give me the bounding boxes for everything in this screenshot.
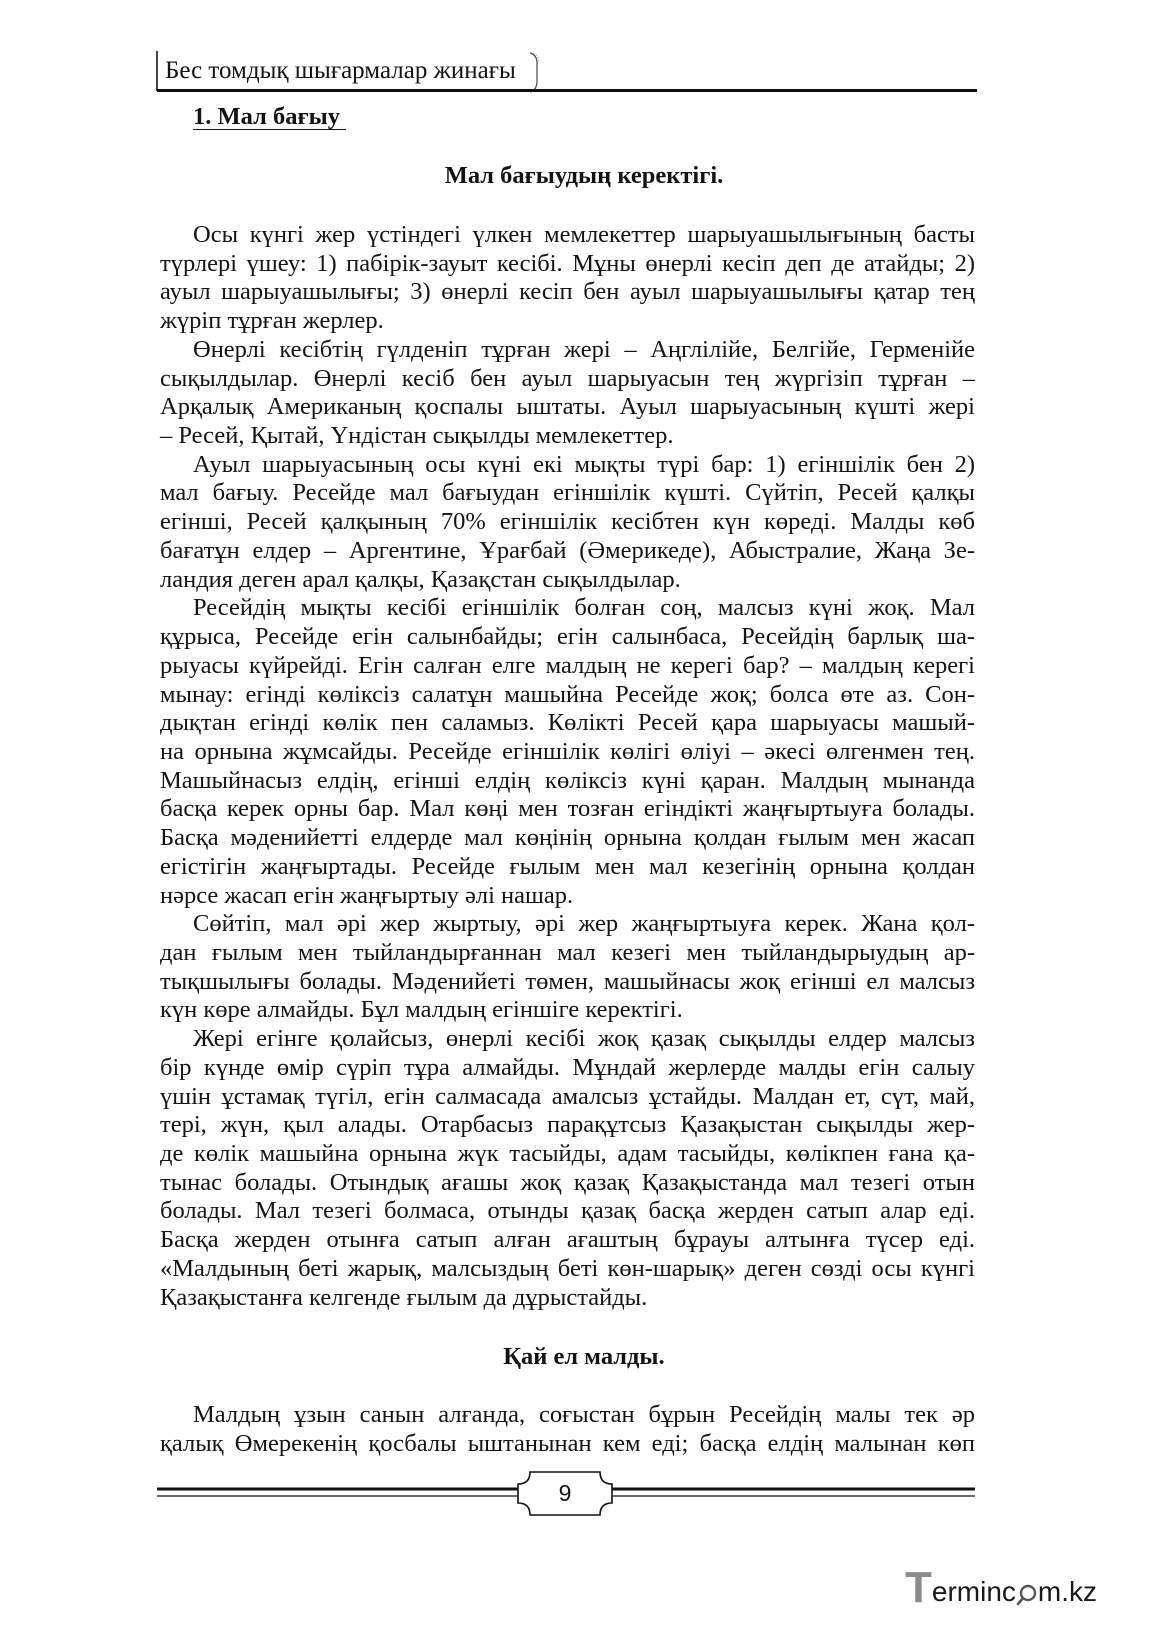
text-line: күн көре алмайды. Бұл малдың егіншіге керектігі. — [160, 996, 683, 1024]
paragraph — [160, 221, 975, 336]
text-line: де көлік машыйна орнына жүк тасыйды, адам тасыйды, көлікпен ғана қа- — [160, 1140, 975, 1167]
watermark-text: erminc — [931, 1576, 1016, 1607]
text-line: Жері егінге қолайсыз, өнерлі кесібі жоқ қазақ сықылды елдер малсыз — [193, 1025, 975, 1053]
text-line: Малдың ұзын санын алғанда, соғыстан бұрын Ресейдің малы тек әр — [193, 1401, 975, 1428]
paragraph — [160, 451, 975, 595]
paragraph — [160, 1401, 975, 1458]
running-title: Бес томдық шығармалар жинағы — [165, 57, 516, 84]
text-line: дықтан егінді көлік пен саламыз. Көлікті Ресей қара шарыуасы машый- — [160, 709, 975, 737]
text-line: Сөйтіп, мал әрі жер жыртыу, әрі жер жаңғыртыуға керек. Жана қол- — [193, 910, 975, 938]
text-line: егінші, Ресей қалқының 70% егіншілік кесібтен күн көреді. Малды көб — [160, 508, 975, 536]
text-line: тықшылығы болады. Мәденийеті төмен, машыйнасы жоқ егінші ел малсыз — [160, 967, 975, 995]
text-line: Қазақыстанға келгенде ғылым да дұрыстайды. — [160, 1283, 648, 1311]
text-line: сықылдылар. Өнерлі кесіб бен ауыл шарыуасын тең жүргізіп тұрған – — [160, 364, 975, 392]
text-line: құрыса, Ресейде егін салынбайды; егін салынбаса, Ресейдің барлық ша- — [160, 623, 975, 651]
watermark-suffix: m.kz — [1037, 1576, 1098, 1607]
text-line: Басқа мәденийетті елдерде мал көңінің орнына қолдан ғылым мен жасап — [160, 824, 975, 852]
paragraph — [160, 336, 975, 451]
header-bracket — [526, 50, 544, 94]
subheading: Мал бағыудың керектігі. — [444, 162, 724, 189]
text-line: үшін ұстамақ түгіл, егін салмасада амалсыз ұстайды. Малдан ет, сүт, май, — [160, 1082, 975, 1110]
header-left-rule — [156, 51, 158, 91]
body-text — [160, 1401, 975, 1458]
text-line: ауыл шарыуашылығы; 3) өнерлі кесіп бен ауыл шарыуашылығы қатар тең — [160, 278, 975, 306]
text-line: бағатұн елдер – Аргентине, Ұрағбай (Әмерикеде), Абыстралие, Жаңа Зе- — [160, 536, 975, 564]
watermark-initial: T — [905, 1563, 932, 1612]
subheading: Қай ел малды. — [503, 1343, 665, 1370]
paragraph — [160, 594, 975, 910]
text-line: қалық Өмерекенің қосбалы ыштанынан кем еді; басқа елдің малынан көп — [160, 1429, 975, 1457]
watermark-logo — [905, 1564, 1097, 1610]
text-line: түрлері үшеу: 1) пабірік-зауыт кесібі. Мұны өнерлі кесіп деп де атайды; 2) — [160, 249, 975, 277]
section-title: 1. Мал бағыу — [193, 105, 346, 130]
text-line: Осы күнгі жер үстіндегі үлкен мемлекеттер шарыуашылығының басты — [193, 221, 975, 248]
text-line: Ресейдің мықты кесібі егіншілік болған соң, малсыз күні жоқ. Мал — [193, 594, 975, 622]
text-line: рыуасы күйрейді. Егін салған елге малдың не керегі бар? – малдың керегі — [160, 651, 975, 679]
page-number: 9 — [558, 1480, 572, 1506]
text-line: бір күнде өмір сүріп тұра алмайды. Мұндай жерлерде малды егін салыу — [160, 1053, 975, 1081]
text-line: «Малдының беті жарық, малсыздың беті көн-шарық» деген сөзді осы күнгі — [160, 1254, 975, 1282]
text-line: болады. Мал тезегі болмаса, отынды қазақ басқа жерден сатып алар еді. — [160, 1197, 975, 1225]
paragraph — [160, 1025, 975, 1312]
paragraph — [160, 910, 975, 1025]
text-line: ландия деген арал қалқы, Қазақстан сықылдылар. — [160, 565, 681, 593]
text-line: жүріп тұрған жерлер. — [160, 307, 384, 335]
text-line: басқа керек орны бар. Мал көңі мен тозған егіндікті жаңғыртыуға болады. — [160, 795, 975, 823]
text-line: мынау: егінді көліксіз салатұн машыйна Ресейде жоқ; болса өте аз. Сон- — [160, 680, 975, 708]
text-line: мал бағыу. Ресейде мал бағыудан егіншілік күшті. Сүйтіп, Ресей қалқы — [160, 479, 975, 507]
text-line: Ауыл шарыуасының осы күні екі мықты түрі бар: 1) егіншілік бен 2) — [193, 450, 975, 478]
header-rule — [157, 89, 977, 92]
magnifier-icon — [1016, 1578, 1038, 1608]
text-line: Машыйнасыз елдің, егінші елдің көліксіз күні қаран. Малдың мынанда — [160, 766, 975, 794]
text-line: тынас болады. Отындық ағашы жоқ қазақ Қазақыстанда мал тезегі отын — [160, 1168, 975, 1196]
text-line: Өнерлі кесібтің гүлденіп тұрған жері – Аңглілійе, Белгійе, Герменійе — [193, 335, 975, 363]
text-line: Басқа жерден отынға сатып алған ағаштың бұрауы алтынға түсер еді. — [160, 1226, 975, 1254]
body-text — [160, 221, 975, 1312]
text-line: тері, жүн, қыл алады. Отарбасыз парақұтсыз Қазақыстан сықылды жер- — [160, 1111, 975, 1139]
text-line: на орнына жұмсайды. Ресейде егіншілік көлігі өліуі – әкесі өлгенмен тең. — [160, 737, 975, 765]
text-line: Арқалық Американың қоспалы ыштаты. Ауыл шарыуасының күшті жері — [160, 393, 975, 421]
text-line: дан ғылым мен тыйландырғаннан мал кезегі мен тыйландырыудың ар- — [160, 938, 975, 966]
text-line: егістігін жаңғыртады. Ресейде ғылым мен мал кезегінің орнына қолдан — [160, 852, 975, 880]
text-line: – Ресей, Қытай, Үндістан сықылды мемлекеттер. — [160, 422, 674, 450]
text-line: нәрсе жасап егін жаңғыртыу әлі нашар. — [160, 881, 574, 909]
